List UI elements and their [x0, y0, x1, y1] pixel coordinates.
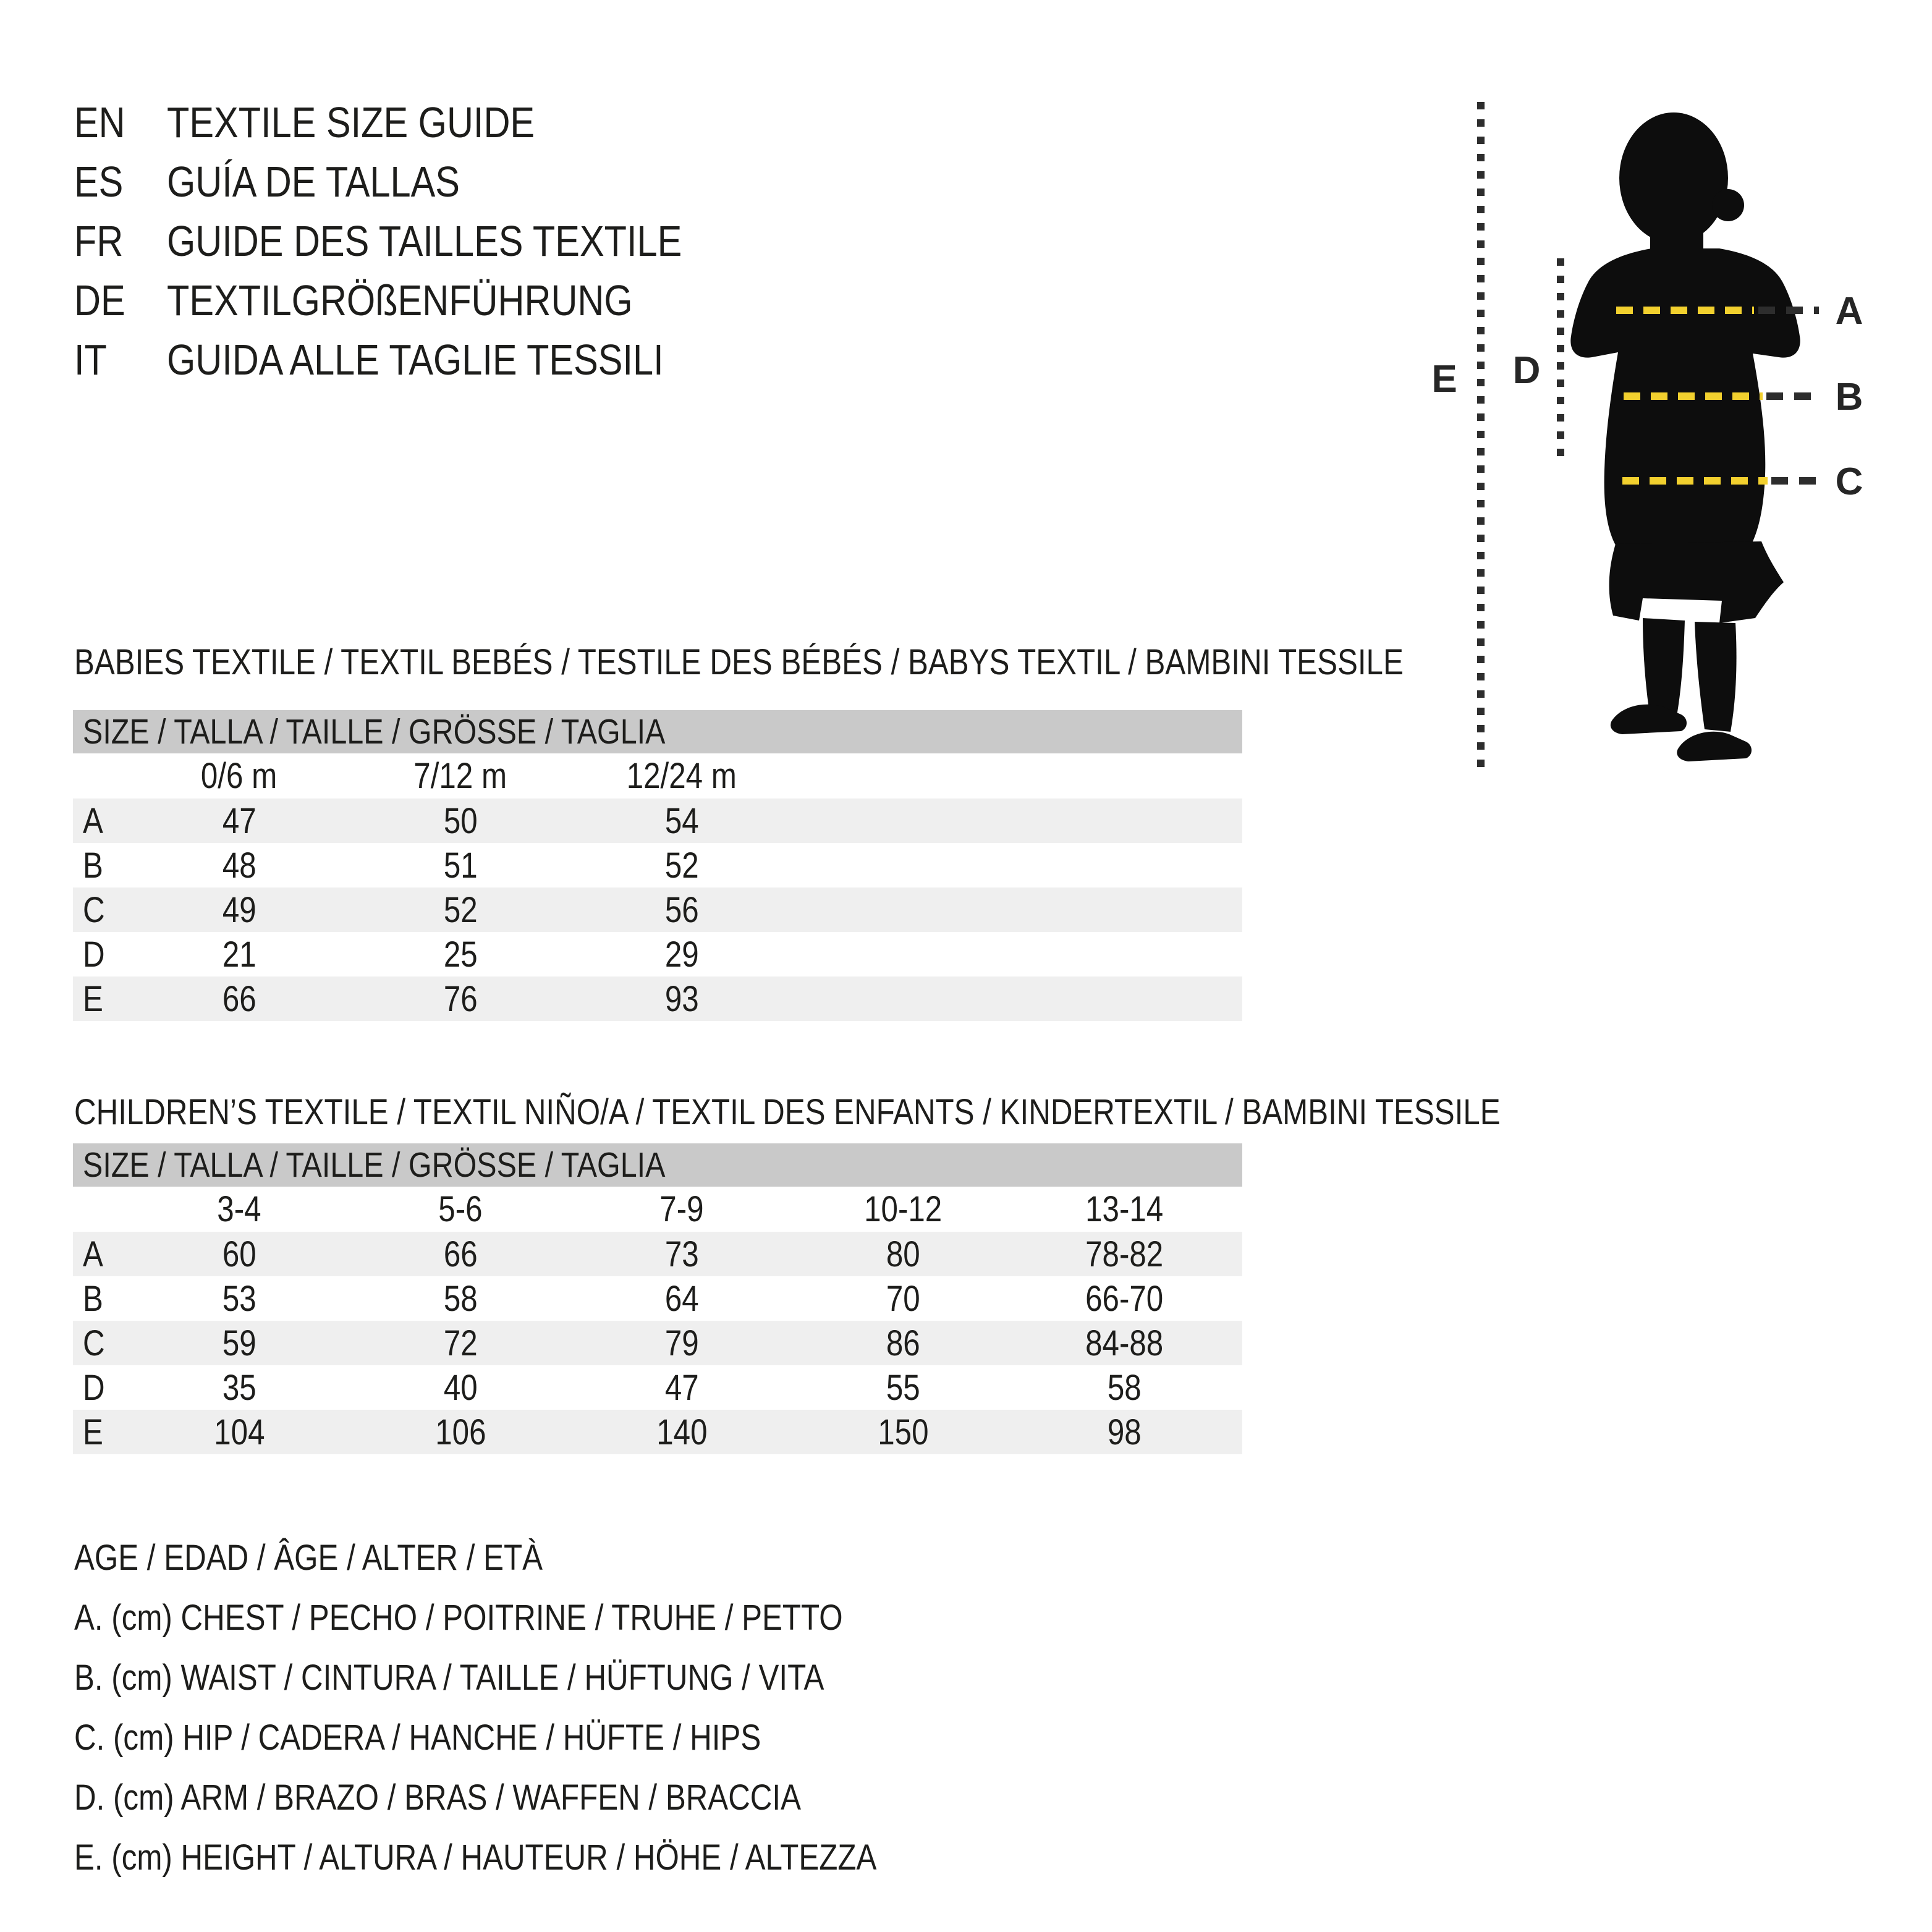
row-label: B	[83, 845, 103, 886]
legend-line-age	[74, 1528, 1019, 1588]
language-code-text: FR	[74, 217, 124, 265]
cell-value: 150	[877, 1412, 929, 1452]
page-title-text: GUIDE DES TAILLES TEXTILE	[167, 217, 682, 265]
cell-value: 47	[664, 1367, 699, 1408]
table-cell	[571, 889, 792, 931]
children-heading-text: CHILDREN’S TEXTILE / TEXTIL NIÑO/A / TEXTIL DES ENFANTS / KINDERTEXTIL / BAMBINI TESSILE	[74, 1092, 1501, 1132]
table-cell	[1014, 1412, 1235, 1453]
table-cell	[571, 1412, 792, 1453]
cell-value: 51	[443, 845, 478, 886]
language-code	[74, 271, 167, 330]
row-label-cell	[73, 1367, 129, 1409]
cell-value: 78-82	[1085, 1234, 1164, 1274]
row-label: B	[83, 1278, 103, 1319]
cell-value: 35	[222, 1367, 256, 1408]
cell-value: 140	[656, 1412, 708, 1452]
row-label-cell	[73, 1278, 129, 1320]
table-cell	[1014, 1323, 1235, 1364]
table-row	[73, 888, 1242, 932]
table-cell	[1014, 1234, 1235, 1275]
measure-label-b: B	[1835, 376, 1863, 418]
child-silhouette-figure	[1409, 74, 1932, 810]
table-cell	[1014, 1367, 1235, 1409]
table-cell	[571, 978, 792, 1020]
row-label-cell	[73, 1412, 129, 1453]
language-row	[74, 271, 773, 330]
language-code	[74, 330, 167, 389]
cell-value: 49	[222, 889, 256, 930]
column-header	[350, 1188, 571, 1230]
table-cell	[129, 1278, 350, 1320]
table-cell	[1014, 1278, 1235, 1320]
size-header-bar	[73, 710, 1242, 753]
cell-value: 72	[443, 1323, 478, 1363]
column-header-label: 7/12 m	[413, 756, 507, 796]
language-code	[74, 152, 167, 211]
babies-section-heading	[74, 642, 1404, 682]
page-title	[167, 211, 773, 271]
measure-label-c: C	[1835, 460, 1863, 503]
table-cell	[129, 889, 350, 931]
children-table-body	[73, 1187, 1242, 1454]
page-title	[167, 93, 600, 152]
cell-value: 104	[213, 1412, 265, 1452]
measure-label-d: D	[1512, 349, 1541, 392]
table-row	[73, 1232, 1242, 1276]
cell-value: 40	[443, 1367, 478, 1408]
table-cell	[571, 1278, 792, 1320]
row-label: A	[83, 1234, 103, 1274]
row-label: A	[83, 800, 103, 841]
cell-value: 106	[434, 1412, 486, 1452]
column-header-label: 3-4	[217, 1189, 261, 1229]
legend-text: E. (cm) HEIGHT / ALTURA / HAUTEUR / HÖHE / ALTEZZA	[74, 1837, 877, 1878]
table-cell	[129, 1323, 350, 1364]
row-label: D	[83, 1367, 105, 1408]
babies-size-table	[73, 710, 1242, 1021]
page-title	[167, 330, 751, 389]
table-cell	[792, 1234, 1014, 1275]
cell-value: 48	[222, 845, 256, 886]
table-cell	[792, 1367, 1014, 1409]
legend-line-hip	[74, 1708, 1019, 1768]
column-header-label: 12/24 m	[626, 756, 737, 796]
row-label-cell	[73, 845, 129, 886]
measurement-legend	[74, 1528, 1019, 1888]
table-row	[73, 1365, 1242, 1410]
language-code	[74, 93, 167, 152]
cell-value: 60	[222, 1234, 256, 1274]
page-title-text: TEXTILGRÖßENFÜHRUNG	[167, 276, 633, 324]
legend-line-waist	[74, 1648, 1019, 1708]
language-code-text: EN	[74, 98, 125, 146]
cell-value: 53	[222, 1278, 256, 1319]
row-label: C	[83, 889, 105, 930]
row-label: E	[83, 1412, 103, 1452]
table-cell	[792, 1278, 1014, 1320]
row-label: E	[83, 978, 103, 1019]
column-header-label: 0/6 m	[201, 756, 278, 796]
table-cell	[571, 1323, 792, 1364]
table-cell	[350, 845, 571, 886]
table-cell	[129, 1234, 350, 1275]
table-cell	[350, 1278, 571, 1320]
row-label-cell	[73, 1323, 129, 1364]
table-cell	[571, 800, 792, 842]
cell-value: 59	[222, 1323, 256, 1363]
legend-text: AGE / EDAD / ÂGE / ALTER / ETÀ	[74, 1538, 543, 1578]
babies-table-body	[73, 753, 1242, 1021]
table-cell	[129, 1367, 350, 1409]
column-header	[129, 755, 350, 797]
table-cell	[792, 1412, 1014, 1453]
page-title	[167, 152, 512, 211]
row-label-cell	[73, 800, 129, 842]
page-title	[167, 271, 715, 330]
measurement-figure	[1409, 74, 1932, 810]
language-row	[74, 152, 773, 211]
language-title-list	[74, 93, 773, 389]
table-cell	[571, 1367, 792, 1409]
measure-label-e: E	[1431, 358, 1457, 400]
table-cell	[571, 1234, 792, 1275]
legend-text: B. (cm) WAIST / CINTURA / TAILLE / HÜFTUNG / VITA	[74, 1658, 824, 1698]
cell-value: 52	[443, 889, 478, 930]
table-cell	[571, 934, 792, 975]
cell-value: 73	[664, 1234, 699, 1274]
cell-value: 66	[443, 1234, 478, 1274]
table-cell	[571, 845, 792, 886]
column-header-row	[73, 753, 1242, 799]
cell-value: 58	[1107, 1367, 1142, 1408]
legend-line-arm	[74, 1768, 1019, 1828]
table-cell	[129, 845, 350, 886]
cell-value: 52	[664, 845, 699, 886]
cell-value: 93	[664, 978, 699, 1019]
children-size-table	[73, 1143, 1242, 1454]
legend-text: A. (cm) CHEST / PECHO / POITRINE / TRUHE / PETTO	[74, 1598, 843, 1638]
table-cell	[350, 1323, 571, 1364]
cell-value: 66	[222, 978, 256, 1019]
cell-value: 56	[664, 889, 699, 930]
children-section	[73, 1092, 1501, 1454]
language-code	[74, 211, 167, 271]
cell-value: 54	[664, 800, 699, 841]
table-cell	[350, 800, 571, 842]
measure-label-a: A	[1835, 290, 1863, 333]
column-header	[350, 755, 571, 797]
language-code-text: ES	[74, 158, 124, 206]
table-cell	[129, 934, 350, 975]
cell-value: 79	[664, 1323, 699, 1363]
children-section-heading	[74, 1092, 1501, 1132]
cell-value: 86	[886, 1323, 920, 1363]
row-label-cell	[73, 978, 129, 1020]
cell-value: 47	[222, 800, 256, 841]
cell-value: 55	[886, 1367, 920, 1408]
table-cell	[129, 978, 350, 1020]
cell-value: 50	[443, 800, 478, 841]
table-row	[73, 1410, 1242, 1454]
legend-line-height	[74, 1828, 1019, 1888]
cell-value: 29	[664, 934, 699, 975]
table-row	[73, 932, 1242, 977]
cell-value: 80	[886, 1234, 920, 1274]
cell-value: 70	[886, 1278, 920, 1319]
cell-value: 66-70	[1085, 1278, 1164, 1319]
table-cell	[792, 1323, 1014, 1364]
cell-value: 98	[1107, 1412, 1142, 1452]
babies-section	[73, 642, 1404, 1021]
language-code-text: IT	[74, 336, 107, 384]
column-header	[129, 1188, 350, 1230]
legend-text: C. (cm) HIP / CADERA / HANCHE / HÜFTE / HIPS	[74, 1718, 761, 1758]
language-row	[74, 330, 773, 389]
table-row	[73, 977, 1242, 1021]
table-cell	[129, 800, 350, 842]
column-header-label: 13-14	[1085, 1189, 1164, 1229]
cell-value: 25	[443, 934, 478, 975]
child-silhouette	[1570, 112, 1800, 761]
column-header-label: 7-9	[659, 1189, 704, 1229]
column-header	[571, 755, 792, 797]
size-header-text: SIZE / TALLA / TAILLE / GRÖSSE / TAGLIA	[83, 1145, 666, 1185]
table-cell	[350, 934, 571, 975]
row-label: D	[83, 934, 105, 975]
column-header-label: 5-6	[438, 1189, 483, 1229]
page-title-text: GUIDA ALLE TAGLIE TESSILI	[167, 336, 664, 384]
row-label-cell	[73, 889, 129, 931]
size-header-bar	[73, 1143, 1242, 1187]
row-label: C	[83, 1323, 105, 1363]
language-code-text: DE	[74, 276, 125, 324]
table-cell	[350, 1367, 571, 1409]
babies-heading-text: BABIES TEXTILE / TEXTIL BEBÉS / TESTILE DES BÉBÉS / BABYS TEXTIL / BAMBINI TESSILE	[74, 642, 1404, 682]
table-row	[73, 1321, 1242, 1365]
language-row	[74, 93, 773, 152]
table-row	[73, 799, 1242, 843]
table-row	[73, 843, 1242, 888]
column-header	[571, 1188, 792, 1230]
table-cell	[350, 978, 571, 1020]
page-title-text: TEXTILE SIZE GUIDE	[167, 98, 535, 146]
legend-text: D. (cm) ARM / BRAZO / BRAS / WAFFEN / BRACCIA	[74, 1777, 801, 1818]
page-title-text: GUÍA DE TALLAS	[167, 158, 460, 206]
size-header-text: SIZE / TALLA / TAILLE / GRÖSSE / TAGLIA	[83, 712, 666, 752]
table-cell	[350, 889, 571, 931]
cell-value: 84-88	[1085, 1323, 1164, 1363]
legend-line-chest	[74, 1588, 1019, 1648]
cell-value: 58	[443, 1278, 478, 1319]
row-label-cell	[73, 1234, 129, 1275]
table-row	[73, 1276, 1242, 1321]
cell-value: 76	[443, 978, 478, 1019]
table-cell	[350, 1234, 571, 1275]
language-row	[74, 211, 773, 271]
cell-value: 21	[222, 934, 256, 975]
table-cell	[350, 1412, 571, 1453]
table-cell	[129, 1412, 350, 1453]
column-header	[792, 1188, 1014, 1230]
column-header-row	[73, 1187, 1242, 1232]
cell-value: 64	[664, 1278, 699, 1319]
column-header-label: 10-12	[863, 1189, 943, 1229]
column-header	[1014, 1188, 1235, 1230]
row-label-cell	[73, 934, 129, 975]
